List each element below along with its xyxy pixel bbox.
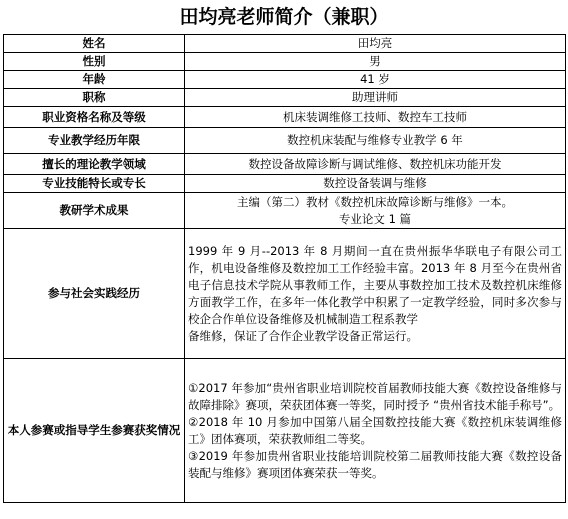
field-label-research: 教研学术成果 bbox=[4, 193, 185, 229]
field-value-awards bbox=[185, 359, 566, 503]
table-row-theory-fields bbox=[4, 154, 566, 175]
field-label-title: 职称 bbox=[4, 89, 185, 107]
field-value-gender: 男 bbox=[185, 53, 566, 71]
award-item-2018: ②2018 年 10 月参加中国第八届全国数控技能大赛《数控机床装调维修工》团体赛项，荣获教师组二等奖。 bbox=[188, 414, 562, 446]
field-value-title: 助理讲师 bbox=[185, 89, 566, 107]
field-value-research bbox=[185, 193, 566, 229]
field-label-age: 年龄 bbox=[4, 71, 185, 89]
table-row-research bbox=[4, 193, 566, 229]
practice-paragraph-main: 1999 年 9 月--2013 年 8 月期间一直在贵州振华华联电子有限公司工作，机电设备维修及数控加工工作经验丰富。2013 年 8 月至今在贵州省电子信息技术学院从事教师工作，主要从事数控加工技术及数控机床维修方面教学工作，在多年一体化教学中积累了一定教学经验，同时多次参与校企合作单位设备维修及机械制造工程系教学 bbox=[188, 243, 562, 326]
field-value-practice bbox=[185, 229, 566, 359]
field-value-name: 田均亮 bbox=[185, 35, 566, 53]
award-item-2017: ①2017 年参加“贵州省职业培训院校首届教师技能大赛《数控设备维修与故障排除》赛项，荣获团体赛一等奖，同时授予 “贵州省技术能手称号”。 bbox=[188, 380, 562, 412]
table-row-awards bbox=[4, 359, 566, 503]
table-row-age bbox=[4, 71, 566, 89]
table-row-teaching-years bbox=[4, 128, 566, 154]
table-row-practice bbox=[4, 229, 566, 359]
field-value-theory-fields: 数控设备故障诊断与调试维修、数控机床功能开发 bbox=[185, 154, 566, 175]
table-row-title bbox=[4, 89, 566, 107]
research-line-textbook: 主编（第二）教材《数控机床故障诊断与维修》一本。 bbox=[237, 194, 513, 209]
table-row-skill-specialty bbox=[4, 175, 566, 193]
field-value-age: 41 岁 bbox=[185, 71, 566, 89]
field-value-teaching-years: 数控机床装配与维修专业教学 6 年 bbox=[185, 128, 566, 154]
research-line-papers: 专业论文 1 篇 bbox=[338, 211, 412, 226]
field-label-name: 姓名 bbox=[4, 35, 185, 53]
table-row-name bbox=[4, 35, 566, 53]
field-label-theory-fields: 擅长的理论教学领域 bbox=[4, 154, 185, 175]
profile-table bbox=[3, 34, 566, 503]
table-row-gender bbox=[4, 53, 566, 71]
field-label-awards: 本人参赛或指导学生参赛获奖情况 bbox=[4, 359, 185, 503]
practice-paragraph-tail: 备维修，保证了合作企业教学设备正常运行。 bbox=[188, 328, 418, 343]
field-label-practice: 参与社会实践经历 bbox=[4, 229, 185, 359]
field-label-teaching-years: 专业教学经历年限 bbox=[4, 128, 185, 154]
table-row-qualification bbox=[4, 107, 566, 128]
award-item-2019: ③2019 年参加贵州省职业技能培训院校第二届教师技能大赛《数控设备装配与维修》赛项团体赛荣获一等奖。 bbox=[188, 448, 562, 480]
field-label-qualification: 职业资格名称及等级 bbox=[4, 107, 185, 128]
field-value-qualification: 机床装调维修工技师、数控车工技师 bbox=[185, 107, 566, 128]
field-label-skill-specialty: 专业技能特长或专长 bbox=[4, 175, 185, 193]
field-value-skill-specialty: 数控设备装调与维修 bbox=[185, 175, 566, 193]
field-label-gender: 性别 bbox=[4, 53, 185, 71]
document-title: 田均亮老师简介（兼职） bbox=[179, 6, 389, 28]
